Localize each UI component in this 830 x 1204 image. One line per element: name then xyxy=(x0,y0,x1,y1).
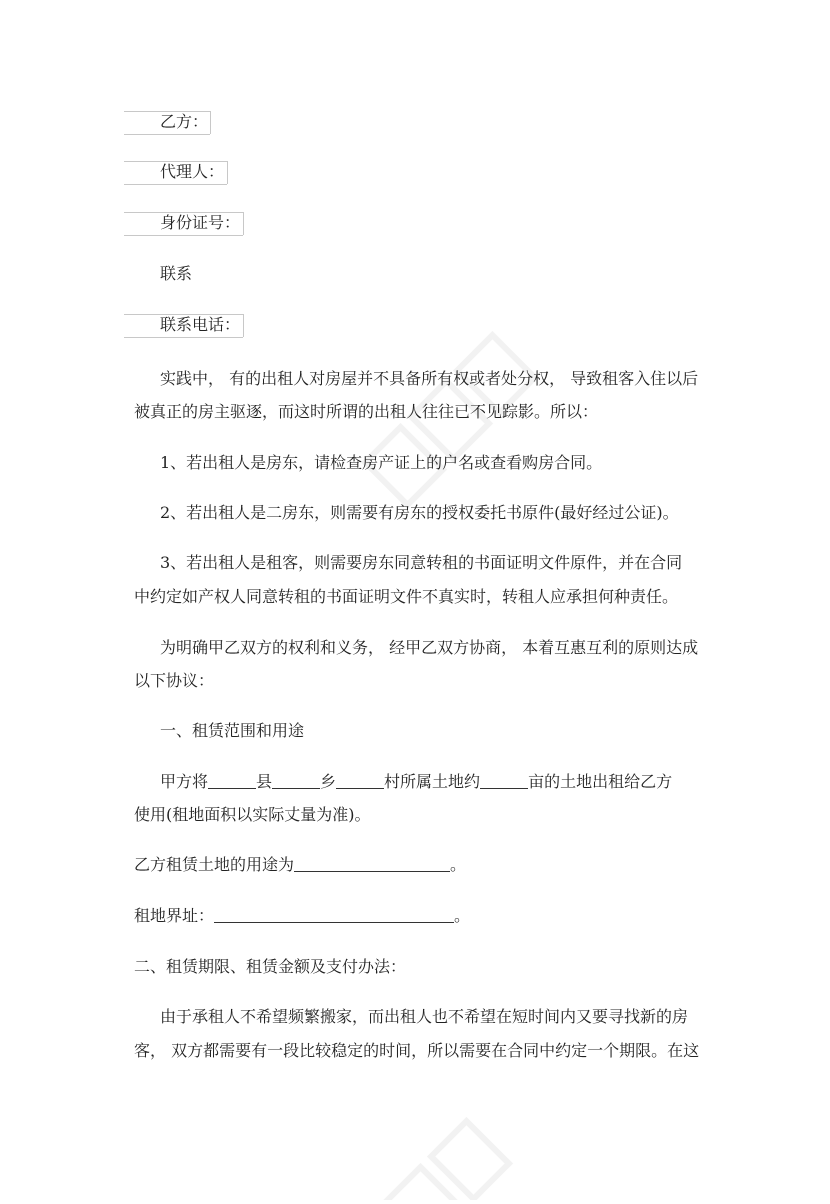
paragraph-term-line1: 由于承租人不希望频繁搬家，而出租人也不希望在短时间内又要寻找新的房 xyxy=(160,1007,689,1026)
blank-township xyxy=(272,772,320,789)
section-heading-2: 二、租赁期限、租赁金额及支付办法： xyxy=(134,957,407,976)
field-label-phone: 联系电话： xyxy=(160,315,241,334)
land-clause-line1 xyxy=(160,770,672,794)
use-text: 乙方租赁土地的用途为 xyxy=(134,855,295,874)
land-text-d: 村所属土地约 xyxy=(384,772,481,791)
paragraph-practice-line2: 被真正的房主驱逐，而这时所谓的出租人往往已不见踪影。所以： xyxy=(134,402,599,421)
paragraph-practice-line1: 实践中， 有的出租人对房屋并不具备所有权或者处分权， 导致租客入住以后 xyxy=(160,369,699,388)
paragraph-agreement-line1: 为明确甲乙双方的权利和义务， 经甲乙双方协商， 本着互惠互利的原则达成 xyxy=(160,638,699,657)
land-clause-line2: 使用(租地面积以实际丈量为准)。 xyxy=(134,805,371,824)
land-text-a: 甲方将 xyxy=(160,772,209,791)
field-label-contact: 联系 xyxy=(160,264,193,283)
blank-county xyxy=(208,772,256,789)
section-heading-1: 一、租赁范围和用途 xyxy=(160,721,305,740)
blank-village xyxy=(336,772,384,789)
list-item-2: 2、若出租人是二房东，则需要有房东的授权委托书原件(最好经过公证)。 xyxy=(160,503,679,522)
field-label-agent: 代理人： xyxy=(160,162,225,181)
field-label-id-number: 身份证号： xyxy=(160,213,241,232)
blank-use xyxy=(294,855,450,872)
blank-boundary xyxy=(214,906,454,923)
paragraph-agreement-line2: 以下协议： xyxy=(134,671,215,690)
list-item-1: 1、若出租人是房东，请检查房产证上的户名或查看购房合同。 xyxy=(160,453,603,472)
use-clause xyxy=(134,853,466,877)
watermark-graphic-bottom xyxy=(350,1040,590,1200)
boundary-period: 。 xyxy=(454,906,471,925)
land-text-c: 乡 xyxy=(320,772,337,791)
list-item-3-line1: 3、若出租人是租客，则需要房东同意转租的书面证明文件原件，并在合同 xyxy=(160,553,683,572)
paragraph-term-line2: 客， 双方都需要有一段比较稳定的时间，所以需要在合同中约定一个期限。在这 xyxy=(134,1041,700,1060)
field-label-yifang: 乙方： xyxy=(160,112,209,131)
blank-area xyxy=(480,772,528,789)
list-item-3-line2: 中约定如产权人同意转租的书面证明文件不真实时，转租人应承担何种责任。 xyxy=(134,587,679,606)
boundary-clause xyxy=(134,904,470,928)
land-text-e: 亩的土地出租给乙方 xyxy=(528,772,673,791)
land-text-b: 县 xyxy=(256,772,273,791)
use-period: 。 xyxy=(450,855,467,874)
boundary-text: 租地界址： xyxy=(134,906,215,925)
